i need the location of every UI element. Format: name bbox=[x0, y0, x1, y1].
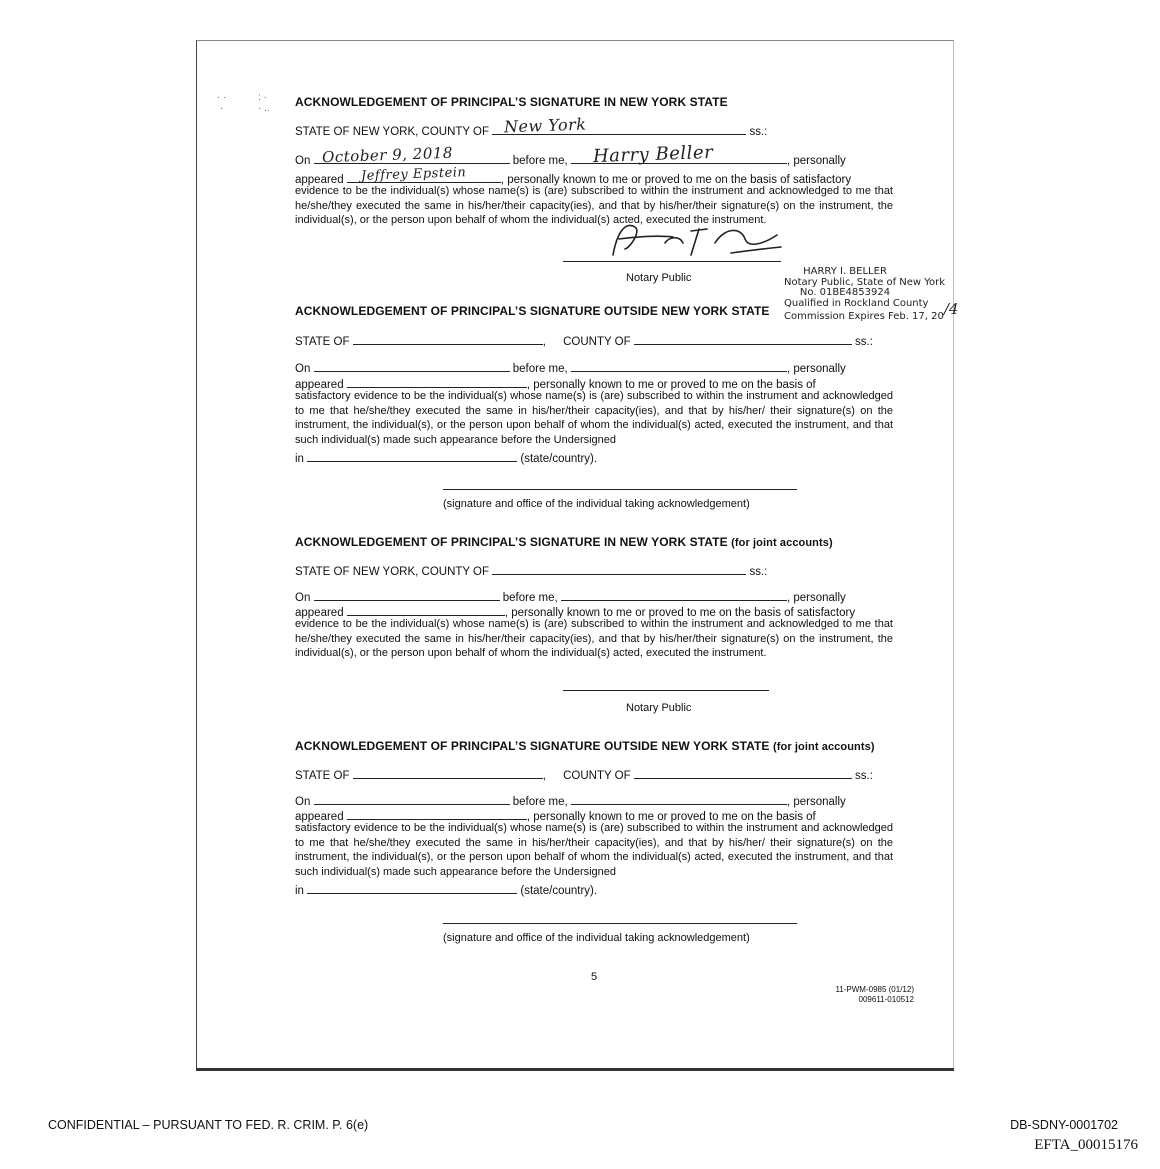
before-me-label: before me, bbox=[512, 363, 568, 375]
notary-name-field bbox=[571, 792, 787, 805]
bates-number: DB-SDNY-0001702 bbox=[1010, 1118, 1118, 1132]
appeared-field bbox=[347, 375, 527, 388]
efta-number: EFTA_00015176 bbox=[1034, 1137, 1138, 1153]
ss-label: ss.: bbox=[855, 770, 873, 782]
county-field bbox=[634, 766, 852, 779]
section-ny-joint-acknowledgement bbox=[295, 535, 893, 714]
in-label: in bbox=[295, 885, 304, 897]
scanned-page-bottom-edge bbox=[196, 1068, 954, 1071]
section-outside-ny-joint-acknowledgement bbox=[295, 739, 893, 944]
state-country-field bbox=[307, 881, 517, 894]
stamp-number: No. 01BE4853924 bbox=[799, 287, 891, 298]
in-row bbox=[295, 881, 893, 897]
state-label: STATE OF bbox=[295, 770, 350, 782]
ss-label: ss.: bbox=[749, 566, 768, 578]
date-row bbox=[295, 792, 893, 808]
state-country-label: (state/country). bbox=[520, 453, 598, 465]
section-heading: ACKNOWLEDGEMENT OF PRINCIPAL’S SIGNATURE IN NEW YORK STATE (for joint accounts) bbox=[295, 535, 833, 549]
county-field bbox=[634, 332, 852, 345]
form-number-block bbox=[808, 985, 914, 1004]
scan-artifact: : · · .. bbox=[258, 92, 270, 114]
notary-signature-line bbox=[563, 690, 769, 691]
state-county-row bbox=[295, 562, 893, 578]
scan-artifact: · · · bbox=[217, 92, 227, 114]
heading-suffix: (for joint accounts) bbox=[731, 537, 833, 549]
personally-label: , personally bbox=[786, 796, 846, 808]
on-label: On bbox=[295, 592, 311, 604]
county-label: COUNTY OF bbox=[563, 336, 631, 348]
county-field bbox=[492, 114, 746, 136]
heading-suffix: (for joint accounts) bbox=[772, 741, 875, 753]
date-row bbox=[295, 359, 893, 375]
stamp-title: Notary Public, State of New York bbox=[784, 276, 946, 288]
notary-name-field bbox=[571, 141, 787, 167]
appeared-label: appeared bbox=[295, 379, 344, 391]
county-label: COUNTY OF bbox=[563, 770, 631, 782]
notary-signature-line bbox=[563, 261, 781, 262]
in-row bbox=[295, 449, 893, 465]
stamp-county: Qualified in Rockland County bbox=[784, 297, 929, 309]
state-country-label: (state/country). bbox=[520, 885, 598, 897]
date-row bbox=[295, 588, 893, 604]
handwritten-notary-name: Harry Beller bbox=[592, 141, 714, 167]
ss-label: ss.: bbox=[855, 336, 873, 348]
section-heading: ACKNOWLEDGEMENT OF PRINCIPAL’S SIGNATURE IN NEW YORK STATE bbox=[295, 95, 728, 109]
on-label: On bbox=[295, 155, 311, 167]
in-label: in bbox=[295, 453, 304, 465]
confidential-footer: CONFIDENTIAL – PURSUANT TO FED. R. CRIM. P. 6(e) bbox=[48, 1118, 369, 1132]
before-me-label: before me, bbox=[502, 592, 558, 604]
appeared-rest: , personally known to me or proved to me on the basis of satisfactory bbox=[504, 607, 856, 619]
state-field bbox=[353, 766, 543, 779]
state-label: STATE OF NEW YORK, COUNTY OF bbox=[295, 566, 490, 578]
before-me-label: before me, bbox=[512, 796, 568, 808]
before-me-label: before me, bbox=[512, 155, 568, 167]
handwritten-date: October 9, 2018 bbox=[321, 143, 453, 166]
personally-label: , personally bbox=[786, 155, 846, 167]
personally-label: , personally bbox=[786, 363, 846, 375]
form-number: 11-PWM-0985 (01/12) bbox=[835, 985, 914, 994]
state-country-field bbox=[307, 449, 517, 462]
date-field bbox=[314, 588, 500, 601]
notary-public-caption: Notary Public bbox=[626, 702, 692, 714]
notary-signature bbox=[595, 213, 785, 263]
state-county-row: STATE OF , COUNTY OF ss.: bbox=[295, 332, 893, 348]
form-code: 009611-010512 bbox=[858, 994, 914, 1004]
appeared-field bbox=[347, 807, 527, 820]
county-field bbox=[492, 562, 746, 575]
state-county-row bbox=[295, 114, 893, 138]
on-label: On bbox=[295, 796, 311, 808]
state-label: STATE OF bbox=[295, 336, 350, 348]
appeared-label: appeared bbox=[295, 174, 344, 186]
ss-label: ss.: bbox=[749, 126, 768, 138]
on-label: On bbox=[295, 363, 311, 375]
signature-line bbox=[443, 923, 797, 924]
stamp-expiry: Commission Expires Feb. 17, 20/4 bbox=[784, 300, 959, 322]
appeared-label: appeared bbox=[295, 811, 344, 823]
section-heading: ACKNOWLEDGEMENT OF PRINCIPAL’S SIGNATURE OUTSIDE NEW YORK STATE (for joint accounts) bbox=[295, 739, 875, 753]
appeared-field bbox=[347, 603, 505, 616]
handwritten-appeared-name: Jeffrey Epstein bbox=[360, 164, 467, 184]
appeared-rest: , personally known to me or proved to me on the basis of satisfactory bbox=[500, 174, 852, 186]
personally-label: , personally bbox=[786, 592, 846, 604]
appeared-label: appeared bbox=[295, 607, 344, 619]
acknowledgement-paragraph: evidence to be the individual(s) whose name(s) is (are) subscribed to within the instrument and acknowledged to me that he/she/they executed the same in his/her/their capacity(ies), and that by his/her/their signature(s) on the instrument, the individual(s), or the person upon behalf of whom the individual(s) acted, executed the instrument. bbox=[295, 185, 893, 227]
date-field bbox=[314, 359, 510, 372]
signature-caption: (signature and office of the individual taking acknowledgement) bbox=[443, 932, 750, 944]
notary-public-caption: Notary Public bbox=[626, 272, 692, 284]
acknowledgement-paragraph: evidence to be the individual(s) whose name(s) is (are) subscribed to within the instrument and acknowledged to me that he/she/they executed the same in his/her/their capacity(ies), and that by his/her/their signature(s) on the instrument, the individual(s), or the person upon behalf of whom the individual(s) acted, executed the instrument. bbox=[295, 618, 893, 660]
signature-line bbox=[443, 489, 797, 490]
acknowledgement-paragraph: satisfactory evidence to be the individual(s) whose name(s) is (are) subscribed to within the instrument and acknowledged to me that he/she/they executed the same in his/her/their capacity(ies), and that by his/her/ their signature(s) on the instrument, the individual(s), or the person upon behalf of whom the individual(s) acted, executed the instrument, and that such individual(s) made such appearance before the Undersigned bbox=[295, 390, 893, 446]
notary-name-field bbox=[571, 359, 787, 372]
stamp-name: HARRY I. BELLER bbox=[803, 266, 887, 277]
page-number: 5 bbox=[591, 971, 598, 983]
appeared-field bbox=[347, 164, 501, 184]
state-field bbox=[353, 332, 543, 345]
section-heading: ACKNOWLEDGEMENT OF PRINCIPAL’S SIGNATURE OUTSIDE NEW YORK STATE bbox=[295, 304, 770, 318]
date-field bbox=[314, 792, 510, 805]
state-county-row: STATE OF , COUNTY OF ss.: bbox=[295, 766, 893, 782]
date-field bbox=[314, 143, 510, 166]
handwritten-county: New York bbox=[503, 114, 587, 136]
state-label: STATE OF NEW YORK, COUNTY OF bbox=[295, 126, 490, 138]
signature-caption: (signature and office of the individual taking acknowledgement) bbox=[443, 498, 750, 510]
appeared-rest: , personally known to me or proved to me on the basis of bbox=[526, 811, 816, 823]
appeared-rest: , personally known to me or proved to me on the basis of bbox=[526, 379, 816, 391]
handwritten-year: /4 bbox=[943, 300, 959, 318]
acknowledgement-paragraph: satisfactory evidence to be the individual(s) whose name(s) is (are) subscribed to within the instrument and acknowledged to me that he/she/they executed the same in his/her/their capacity(ies), and that by his/her/ their signature(s) on the instrument, the individual(s), or the person upon behalf of whom the individual(s) acted, executed the instrument, and that such individual(s) made such appearance before the Undersigned bbox=[295, 822, 893, 878]
notary-name-field bbox=[561, 588, 787, 601]
date-row bbox=[295, 141, 893, 167]
